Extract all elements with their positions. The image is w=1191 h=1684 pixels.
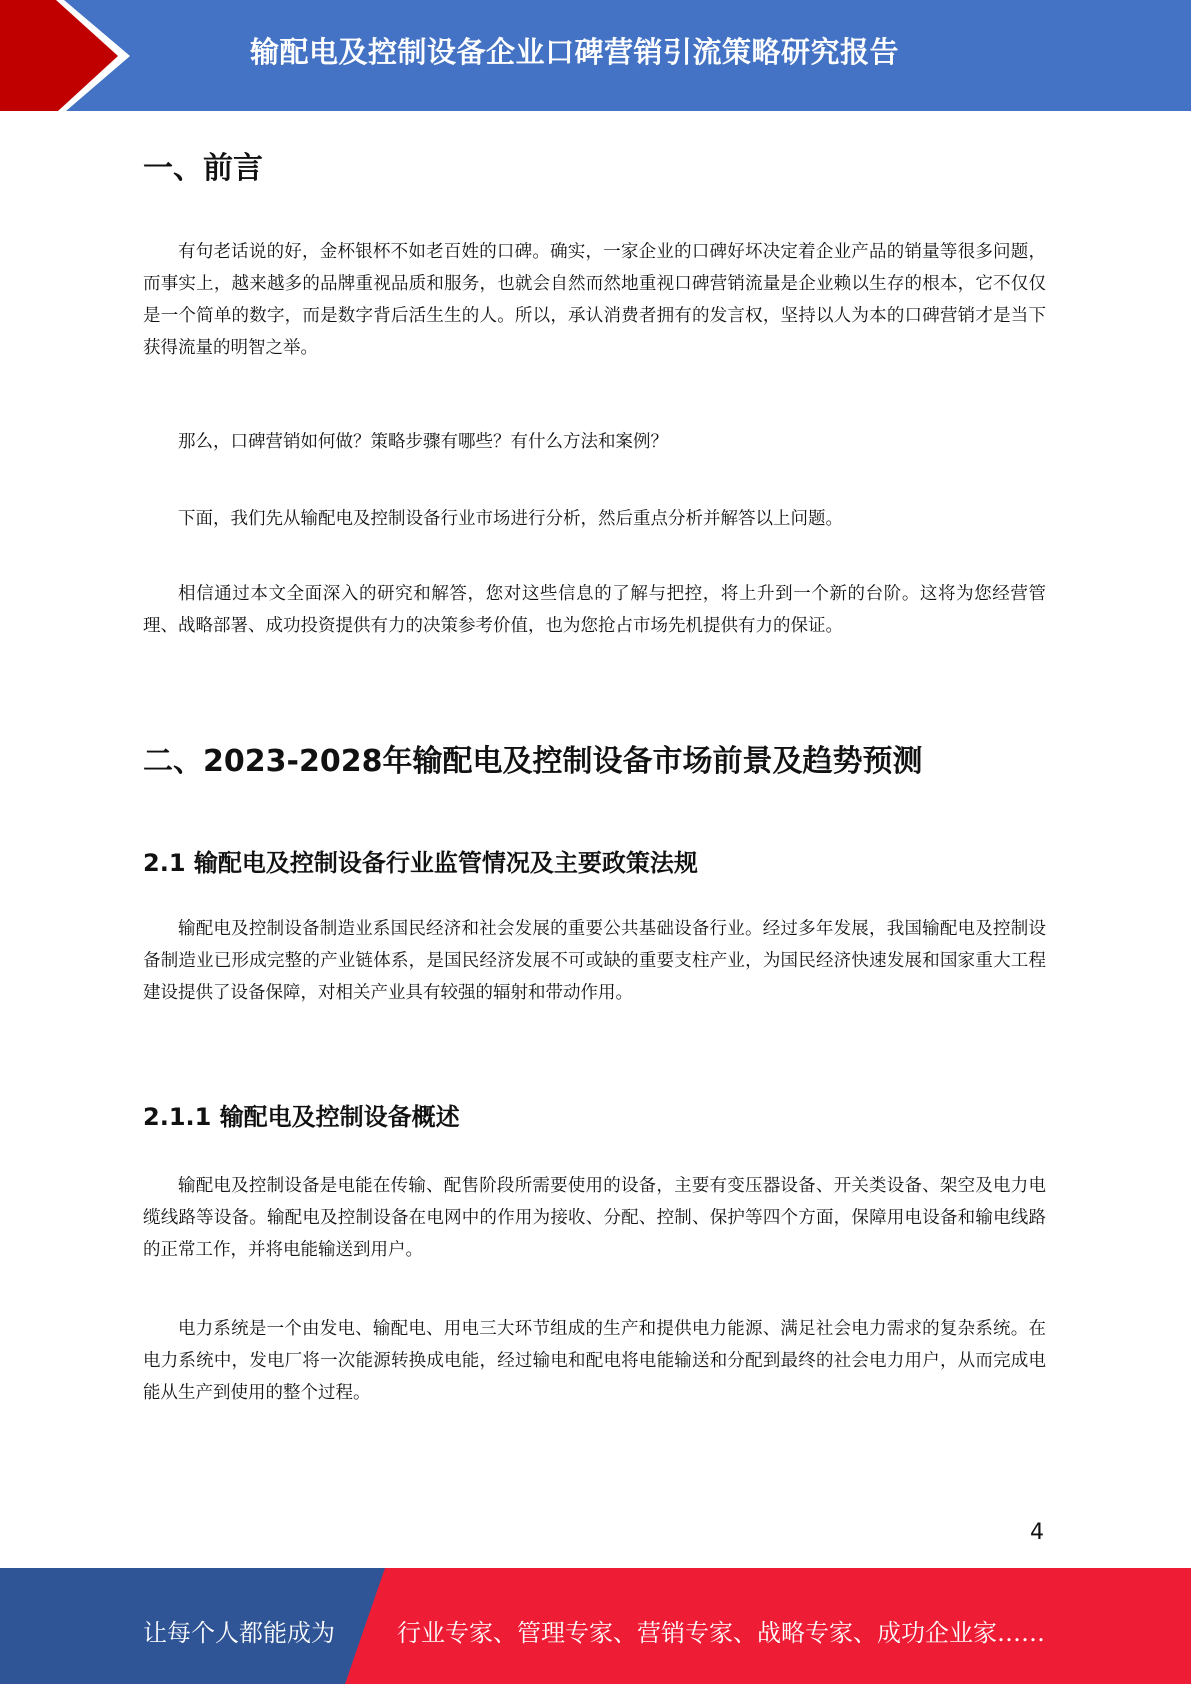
report-title: 输配电及控制设备企业口碑营销引流策略研究报告: [250, 35, 900, 69]
paragraph: 相信通过本文全面深入的研究和解答，您对这些信息的了解与把控，将上升到一个新的台阶。这将为您经营管理、战略部署、成功投资提供有力的决策参考价值，也为您抢占市场先机提供有力的保证。: [143, 584, 1046, 636]
paragraph: 那么，口碑营销如何做？策略步骤有哪些？有什么方法和案例？: [178, 432, 668, 452]
section-heading: 一、前言: [143, 151, 263, 186]
header-arrow-decoration: [0, 0, 160, 111]
paragraph: 输配电及控制设备是电能在传输、配售阶段所需要使用的设备，主要有变压器设备、开关类设备、架空及电力电缆线路等设备。输配电及控制设备在电网中的作用为接收、分配、控制、保护等四个方面，保障用电设备和输电线路的正常工作，并将电能输送到用户。: [143, 1176, 1046, 1260]
section-heading: 二、2023-2028年输配电及控制设备市场前景及趋势预测: [143, 744, 923, 779]
page-footer: [0, 1568, 1191, 1684]
paragraph: 下面，我们先从输配电及控制设备行业市场进行分析，然后重点分析并解答以上问题。: [178, 509, 843, 529]
paragraph: 电力系统是一个由发电、输配电、用电三大环节组成的生产和提供电力能源、满足社会电力需求的复杂系统。在电力系统中，发电厂将一次能源转换成电能，经过输电和配电将电能输送和分配到最终的社会电力用户，从而完成电能从生产到使用的整个过程。: [143, 1319, 1046, 1403]
footer-slogan-right: 行业专家、管理专家、营销专家、战略专家、成功企业家……: [397, 1619, 1045, 1647]
footer-slogan-left: 让每个人都能成为: [143, 1619, 335, 1647]
page-header: [0, 0, 1191, 111]
subsection-heading: 2.1.1 输配电及控制设备概述: [143, 1103, 460, 1131]
paragraph: 有句老话说的好，金杯银杯不如老百姓的口碑。确实，一家企业的口碑好坏决定着企业产品的销量等很多问题，而事实上，越来越多的品牌重视品质和服务，也就会自然而然地重视口碑营销流量是企业赖以生存的根本，它不仅仅是一个简单的数字，而是数字背后活生生的人。所以，承认消费者拥有的发言权，坚持以人为本的口碑营销才是当下获得流量的明智之举。: [143, 242, 1046, 358]
subsection-heading: 2.1 输配电及控制设备行业监管情况及主要政策法规: [143, 849, 698, 877]
page-number: 4: [1030, 1520, 1044, 1545]
paragraph: 输配电及控制设备制造业系国民经济和社会发展的重要公共基础设备行业。经过多年发展，我国输配电及控制设备制造业已形成完整的产业链体系，是国民经济发展不可或缺的重要支柱产业，为国民经济快速发展和国家重大工程建设提供了设备保障，对相关产业具有较强的辐射和带动作用。: [143, 919, 1046, 1003]
